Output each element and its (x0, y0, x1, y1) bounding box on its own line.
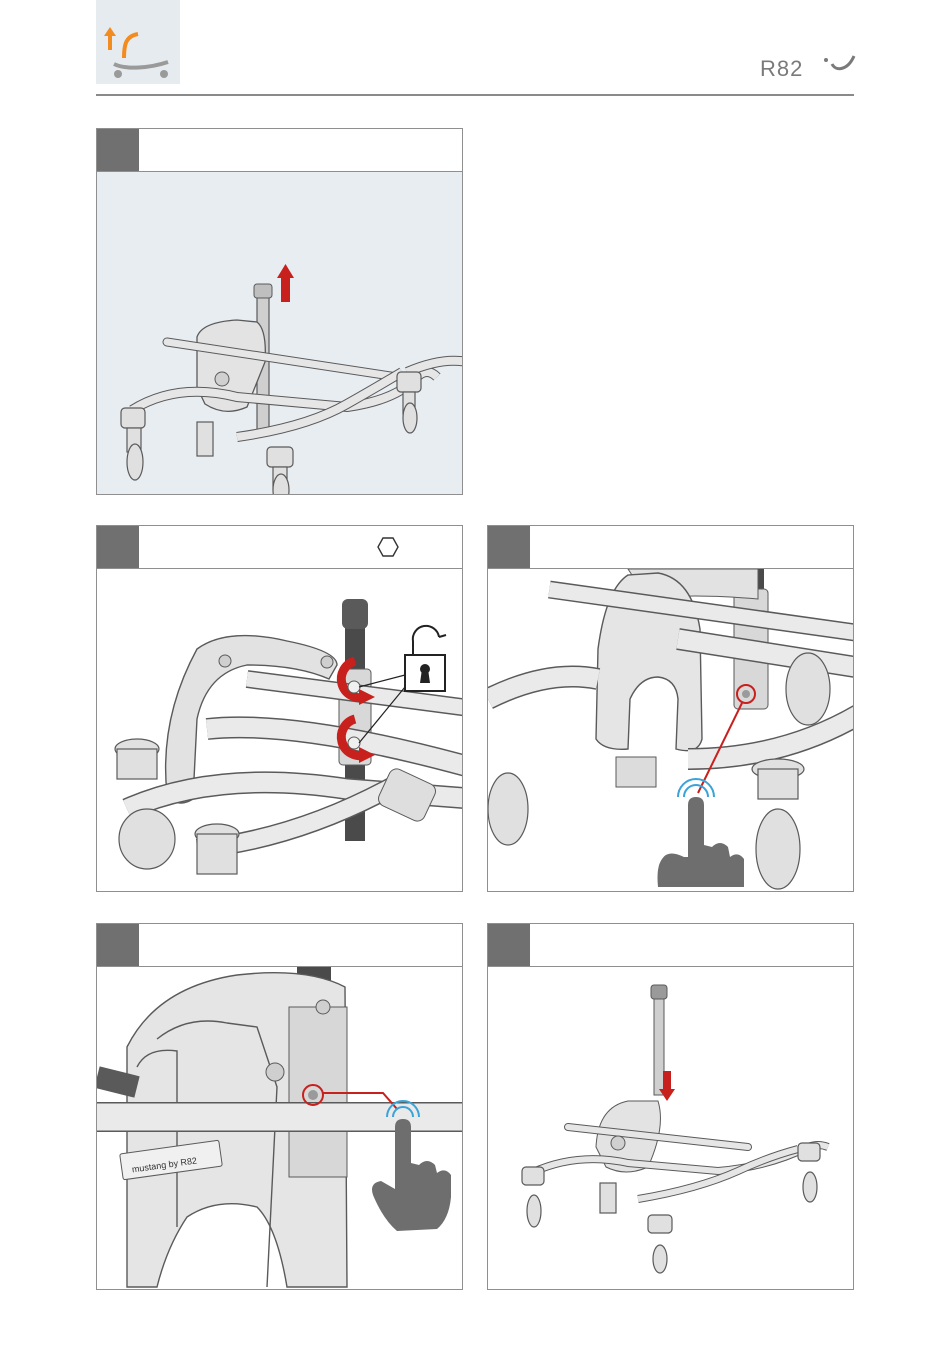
step-illustration (488, 569, 853, 891)
step-number-badge (488, 924, 530, 966)
step-number-badge (97, 526, 139, 568)
step-header (97, 129, 462, 172)
step-illustration (97, 967, 462, 1289)
step-header (488, 526, 853, 569)
product-tile (96, 0, 180, 84)
hex-key-icon (377, 536, 399, 558)
step-illustration (97, 569, 462, 891)
wheeled-frame-raise-icon (96, 0, 180, 84)
step-header (97, 526, 462, 569)
step-illustration (97, 172, 462, 494)
brand-logo (760, 48, 860, 82)
step-header (97, 924, 462, 967)
step-number-badge (97, 924, 139, 966)
up-arrow-icon (277, 264, 294, 302)
step-number-badge (97, 129, 139, 171)
header-divider (96, 94, 854, 96)
step-panel-4 (96, 923, 463, 1290)
step-panel-1 (96, 128, 463, 495)
step-panel-2 (96, 525, 463, 892)
step-panel-3 (487, 525, 854, 892)
brand-logo-text: R82 (760, 56, 804, 81)
step-number-badge (488, 526, 530, 568)
finger-press-icon (658, 779, 745, 887)
label-plate-text: mustang by R82 (131, 1155, 198, 1175)
step-panel-5 (487, 923, 854, 1290)
unlock-icon (405, 626, 446, 691)
step-header (488, 924, 853, 967)
step-illustration (488, 967, 853, 1289)
